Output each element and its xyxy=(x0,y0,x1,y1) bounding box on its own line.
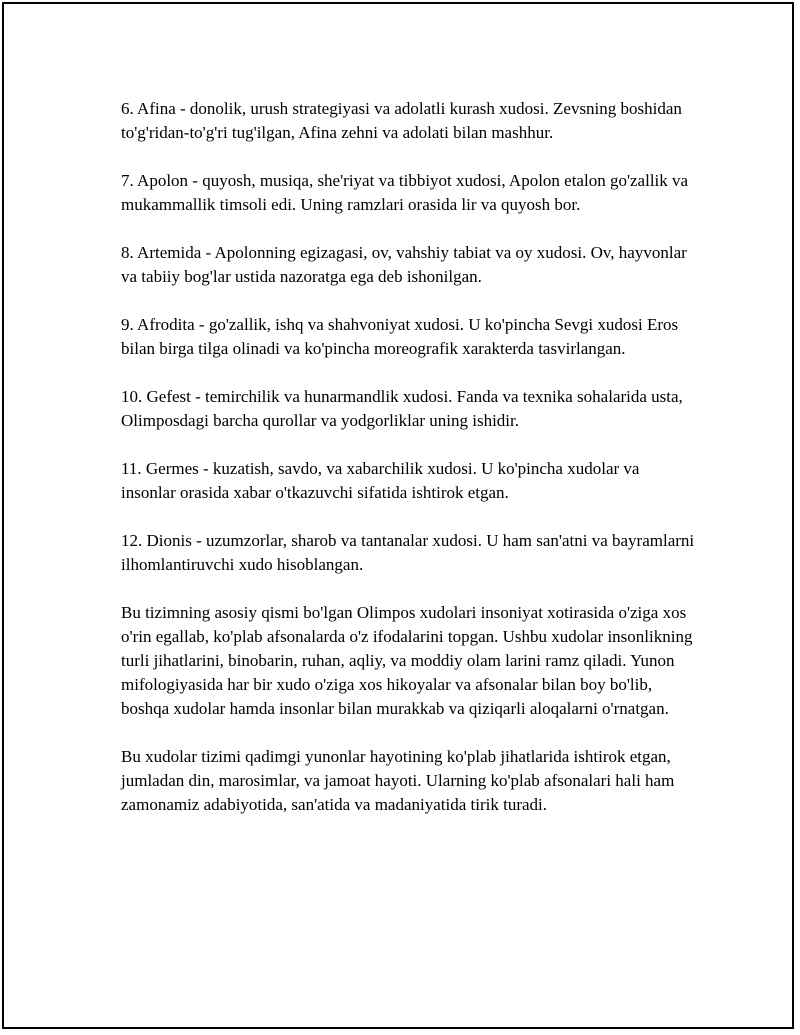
paragraph-hermes: 11. Germes - kuzatish, savdo, va xabarchilik xudosi. U ko'pincha xudolar va insonlar orasida xabar o'tkazuvchi sifatida ishtirok etgan. xyxy=(121,459,640,502)
paragraph-conclusion: Bu xudolar tizimi qadimgi yunonlar hayotining ko'plab jihatlarida ishtirok etgan, jumladan din, marosimlar, va jamoat hayoti. Ularning ko'plab afsonalari hali ham zamonamiz adabiyotida, san'atida va madaniyatida tirik turadi. xyxy=(121,747,675,814)
paragraph-artemis: 8. Artemida - Apolonning egizagasi, ov, vahshiy tabiat va oy xudosi. Ov, hayvonlar va tabiiy bog'lar ustida nazoratga ega deb ishonilgan. xyxy=(121,243,687,286)
page-frame xyxy=(2,2,794,1029)
paragraph-hephaestus: 10. Gefest - temirchilik va hunarmandlik xudosi. Fanda va texnika sohalarida usta, Olimposdagi barcha qurollar va yodgorliklar uning ishidir. xyxy=(121,387,683,430)
paragraph-olympian-summary: Bu tizimning asosiy qismi bo'lgan Olimpos xudolari insoniyat xotirasida o'ziga xos o'rin egallab, ko'plab afsonalarda o'z ifodalarini topgan. Ushbu xudolar insonlikning turli jihatlarini, binobarin, ruhan, aqliy, va moddiy olam larini ramz qiladi. Yunon mifologiyasida har bir xudo o'ziga xos hikoyalar va afsonalar bilan boy bo'lib, boshqa xudolar hamda insonlar bilan murakkab va qiziqarli aloqalarni o'rnatgan. xyxy=(121,603,693,718)
paragraph-athena: 6. Afina - donolik, urush strategiyasi va adolatli kurash xudosi. Zevsning boshidan to'g'ridan-to'g'ri tug'ilgan, Afina zehni va adolati bilan mashhur. xyxy=(121,99,682,142)
document-body xyxy=(121,97,696,841)
paragraph-aphrodite: 9. Afrodita - go'zallik, ishq va shahvoniyat xudosi. U ko'pincha Sevgi xudosi Eros bilan birga tilga olinadi va ko'pincha moreografik xarakterda tasvirlangan. xyxy=(121,315,679,358)
paragraph-dionysus: 12. Dionis - uzumzorlar, sharob va tantanalar xudosi. U ham san'atni va bayramlarni ilhomlantiruvchi xudo hisoblangan. xyxy=(121,531,695,574)
paragraph-apollo: 7. Apolon - quyosh, musiqa, she'riyat va tibbiyot xudosi, Apolon etalon go'zallik va mukammallik timsoli edi. Uning ramzlari orasida lir va quyosh bor. xyxy=(121,171,689,214)
